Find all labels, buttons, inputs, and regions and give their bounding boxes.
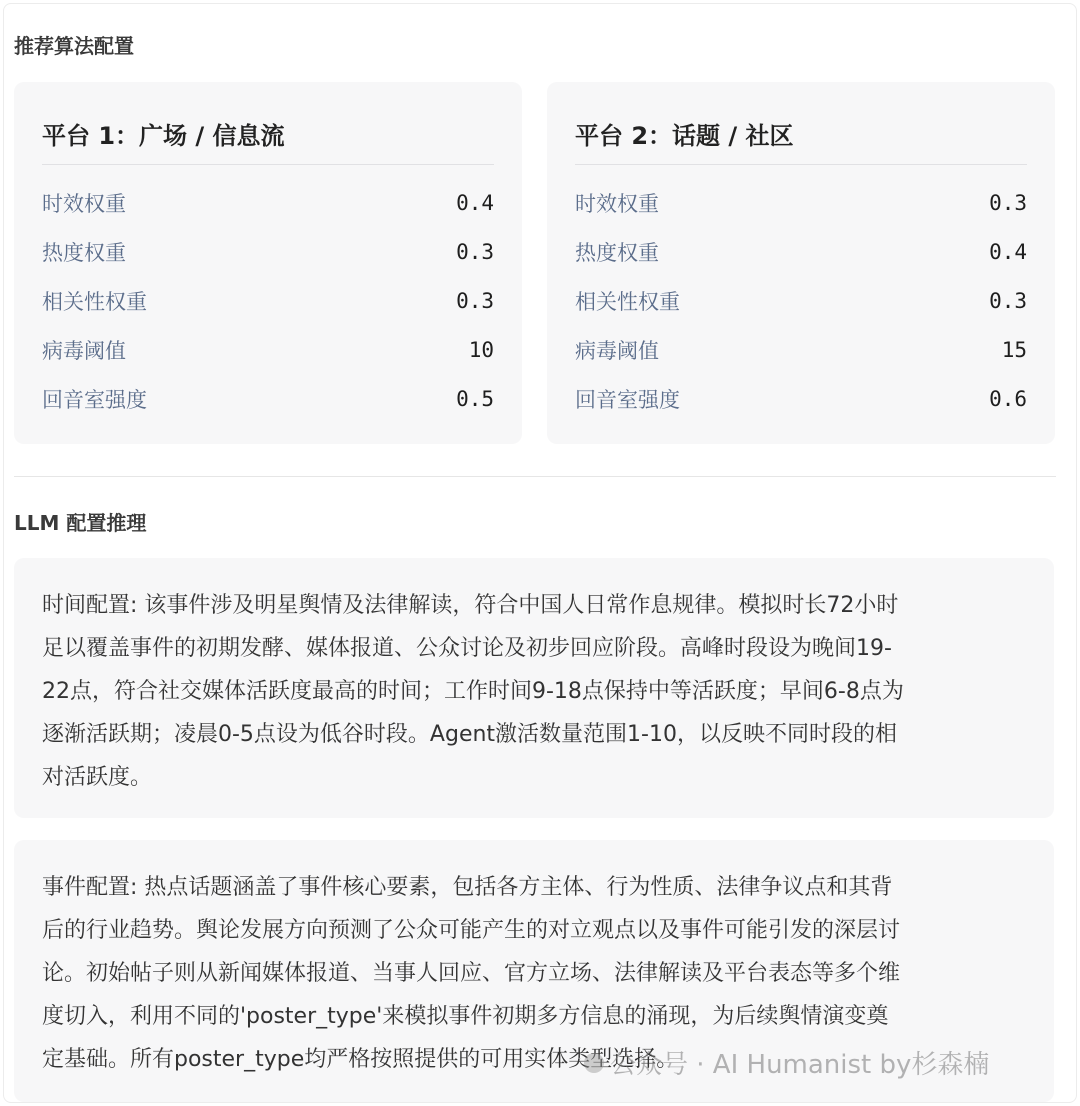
reasoning-line: 定基础。所有poster_type均严格按照提供的可用实体类型选择。 bbox=[42, 1047, 679, 1072]
row-value: 10 bbox=[468, 338, 494, 362]
row-value: 0.3 bbox=[456, 240, 494, 264]
reasoning-line: 足以覆盖事件的初期发酵、媒体报道、公众讨论及初步回应阶段。高峰时段设为晚间19- bbox=[42, 636, 892, 661]
row-label: 热度权重 bbox=[42, 241, 126, 265]
reasoning-line: 论。初始帖子则从新闻媒体报道、当事人回应、官方立场、法律解读及平台表态等多个维 bbox=[42, 961, 901, 986]
row-value: 0.3 bbox=[989, 191, 1027, 215]
config-row bbox=[42, 286, 494, 316]
config-row bbox=[42, 384, 494, 414]
row-label: 病毒阈值 bbox=[42, 339, 126, 363]
config-row bbox=[42, 335, 494, 365]
watermark bbox=[584, 1044, 989, 1081]
platform-card-2 bbox=[547, 82, 1055, 444]
row-value: 0.3 bbox=[456, 289, 494, 313]
row-label: 热度权重 bbox=[575, 241, 659, 265]
row-value: 0.4 bbox=[989, 240, 1027, 264]
config-row bbox=[575, 188, 1027, 218]
row-label: 回音室强度 bbox=[575, 388, 680, 412]
reasoning-line: 事件配置: 热点话题涵盖了事件核心要素，包括各方主体、行为性质、法律争议点和其背 bbox=[42, 875, 893, 900]
section-title-llm: LLM 配置推理 bbox=[14, 511, 147, 535]
config-row bbox=[42, 237, 494, 267]
row-value: 0.4 bbox=[456, 191, 494, 215]
reasoning-line: 22点，符合社交媒体活跃度最高的时间；工作时间9-18点保持中等活跃度；早间6-8点为 bbox=[42, 679, 904, 704]
platform-title: 平台 1：广场 / 信息流 bbox=[42, 122, 285, 150]
section-divider bbox=[14, 476, 1056, 477]
reasoning-line: 对活跃度。 bbox=[42, 765, 153, 790]
row-value: 0.3 bbox=[989, 289, 1027, 313]
platform-card-1 bbox=[14, 82, 522, 444]
row-label: 相关性权重 bbox=[42, 290, 147, 314]
row-value: 15 bbox=[1001, 338, 1027, 362]
row-label: 时效权重 bbox=[42, 192, 126, 216]
reasoning-line: 度切入，利用不同的'poster_type'来模拟事件初期多方信息的涌现，为后续舆情演变奠 bbox=[42, 1004, 889, 1029]
reasoning-line: 逐渐活跃期；凌晨0-5点设为低谷时段。Agent激活数量范围1-10，以反映不同时段的相 bbox=[42, 722, 897, 747]
config-row bbox=[575, 335, 1027, 365]
config-row bbox=[42, 188, 494, 218]
reasoning-line: 时间配置: 该事件涉及明星舆情及法律解读，符合中国人日常作息规律。模拟时长72小时 bbox=[42, 593, 899, 618]
watermark-text: 公众号 · AI Humanist by杉森楠 bbox=[610, 1050, 990, 1080]
platform-title: 平台 2：话题 / 社区 bbox=[575, 122, 794, 150]
row-value: 0.6 bbox=[989, 387, 1027, 411]
wechat-icon bbox=[584, 1053, 604, 1073]
config-row bbox=[575, 384, 1027, 414]
section-title-recommend: 推荐算法配置 bbox=[14, 34, 134, 58]
divider bbox=[575, 164, 1027, 165]
reasoning-block-time bbox=[14, 558, 1054, 818]
row-label: 时效权重 bbox=[575, 192, 659, 216]
row-label: 病毒阈值 bbox=[575, 339, 659, 363]
config-row bbox=[575, 286, 1027, 316]
divider bbox=[42, 164, 494, 165]
row-label: 相关性权重 bbox=[575, 290, 680, 314]
row-value: 0.5 bbox=[456, 387, 494, 411]
row-label: 回音室强度 bbox=[42, 388, 147, 412]
reasoning-line: 后的行业趋势。舆论发展方向预测了公众可能产生的对立观点以及事件可能引发的深层讨 bbox=[42, 918, 901, 943]
config-row bbox=[575, 237, 1027, 267]
